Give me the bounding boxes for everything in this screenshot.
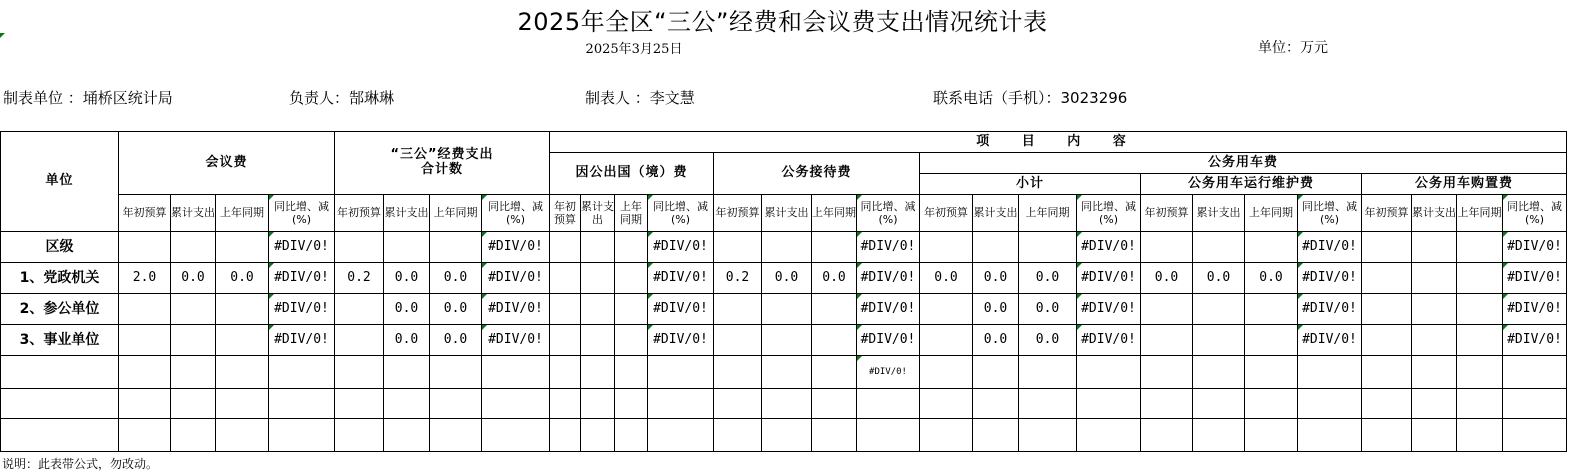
- table-cell[interactable]: [171, 356, 216, 389]
- subheader-cumulative: 累计支出: [1193, 195, 1245, 232]
- meeting-fee-header: 会议费: [119, 132, 335, 195]
- table-cell[interactable]: [581, 389, 615, 419]
- table-cell[interactable]: [430, 389, 482, 419]
- table-cell[interactable]: [1141, 419, 1193, 452]
- table-cell[interactable]: [762, 389, 812, 419]
- table-cell[interactable]: [216, 325, 269, 356]
- table-cell[interactable]: [812, 389, 857, 419]
- row-label[interactable]: [1, 389, 119, 419]
- table-cell[interactable]: [1412, 389, 1457, 419]
- subheader-budget: 年初预算: [1141, 195, 1193, 232]
- table-row: [1, 356, 1567, 389]
- table-cell[interactable]: [216, 232, 269, 263]
- org-field: [3, 87, 173, 108]
- table-cell[interactable]: [119, 294, 171, 325]
- car-buy-header: 公务用车购置费: [1362, 174, 1567, 195]
- table-cell[interactable]: [1141, 294, 1193, 325]
- table-cell[interactable]: [1362, 419, 1412, 452]
- table-cell[interactable]: [973, 356, 1019, 389]
- table-cell[interactable]: [1141, 232, 1193, 263]
- table-cell[interactable]: #DIV/0!: [482, 294, 550, 325]
- table-cell[interactable]: #DIV/0!: [857, 356, 920, 389]
- subheader-yoy: 同比增、减(%): [857, 195, 920, 232]
- table-cell[interactable]: [1362, 232, 1412, 263]
- table-cell[interactable]: [615, 325, 648, 356]
- table-cell[interactable]: [1077, 419, 1141, 452]
- subheader-yoy: 同比增、减(%): [1298, 195, 1362, 232]
- table-cell[interactable]: [1412, 263, 1457, 294]
- table-cell[interactable]: [1457, 263, 1503, 294]
- table-cell[interactable]: [1298, 419, 1362, 452]
- table-cell[interactable]: [119, 325, 171, 356]
- table-cell[interactable]: #DIV/0!: [1503, 263, 1567, 294]
- car-subtotal-header: 小计: [920, 174, 1141, 195]
- table-cell[interactable]: #DIV/0!: [1503, 232, 1567, 263]
- table-cell[interactable]: [615, 389, 648, 419]
- subheader-last-year: 上年同期: [812, 195, 857, 232]
- table-cell[interactable]: [119, 419, 171, 452]
- table-cell[interactable]: [762, 294, 812, 325]
- table-cell[interactable]: [648, 389, 714, 419]
- subheader-budget: 年初预算: [335, 195, 384, 232]
- sangong-total-header: [335, 132, 550, 195]
- table-cell[interactable]: [1457, 232, 1503, 263]
- table-cell[interactable]: [430, 419, 482, 452]
- table-cell[interactable]: [119, 356, 171, 389]
- table-cell[interactable]: [857, 389, 920, 419]
- table-cell[interactable]: [762, 232, 812, 263]
- table-cell[interactable]: 0.0: [1019, 294, 1077, 325]
- table-cell[interactable]: [648, 419, 714, 452]
- row-label[interactable]: [1, 419, 119, 452]
- table-cell[interactable]: [550, 356, 581, 389]
- table-cell[interactable]: #DIV/0!: [482, 263, 550, 294]
- table-cell[interactable]: [714, 356, 762, 389]
- table-cell[interactable]: 0.0: [1245, 263, 1298, 294]
- table-cell[interactable]: #DIV/0!: [648, 294, 714, 325]
- table-cell[interactable]: [1245, 232, 1298, 263]
- table-cell[interactable]: [119, 232, 171, 263]
- table-cell[interactable]: 0.0: [762, 263, 812, 294]
- table-cell[interactable]: [714, 419, 762, 452]
- table-cell[interactable]: 0.0: [973, 325, 1019, 356]
- subheader-budget: 年初预算: [920, 195, 973, 232]
- table-cell[interactable]: [482, 389, 550, 419]
- table-cell[interactable]: [1412, 356, 1457, 389]
- table-cell[interactable]: [1503, 419, 1567, 452]
- car-run-header: 公务用车运行维护费: [1141, 174, 1362, 195]
- subheader-cumulative: 累计支出: [973, 195, 1019, 232]
- table-cell[interactable]: 0.2: [335, 263, 384, 294]
- row-label[interactable]: 区级: [1, 232, 119, 263]
- table-cell[interactable]: [430, 356, 482, 389]
- head-value: 郜琳琳: [349, 89, 395, 107]
- table-cell[interactable]: [812, 419, 857, 452]
- abroad-fee-header: 因公出国（境）费: [550, 153, 714, 195]
- row-label[interactable]: 2、参公单位: [1, 294, 119, 325]
- table-cell[interactable]: #DIV/0!: [1077, 294, 1141, 325]
- table-cell[interactable]: [1019, 356, 1077, 389]
- row-label[interactable]: 3、事业单位: [1, 325, 119, 356]
- table-cell[interactable]: [1193, 419, 1245, 452]
- table-cell[interactable]: [430, 232, 482, 263]
- unit-column-header: 单位: [1, 132, 119, 232]
- table-cell[interactable]: #DIV/0!: [857, 325, 920, 356]
- project-content-header: 项 目 内 容: [550, 132, 1567, 153]
- table-cell[interactable]: [920, 294, 973, 325]
- table-cell[interactable]: #DIV/0!: [482, 232, 550, 263]
- table-cell[interactable]: [482, 419, 550, 452]
- table-cell[interactable]: [335, 419, 384, 452]
- phone-field: [933, 87, 1127, 108]
- table-cell[interactable]: #DIV/0!: [857, 232, 920, 263]
- table-cell[interactable]: [714, 389, 762, 419]
- table-cell[interactable]: 0.0: [1193, 263, 1245, 294]
- subheader-cumulative: 累计支出: [1412, 195, 1457, 232]
- table-cell[interactable]: [1245, 294, 1298, 325]
- table-row: [1, 232, 1567, 263]
- table-cell[interactable]: [216, 389, 269, 419]
- table-cell[interactable]: [1457, 419, 1503, 452]
- table-cell[interactable]: [171, 325, 216, 356]
- unit-label: 单位：万元: [1258, 40, 1328, 56]
- table-cell[interactable]: [171, 232, 216, 263]
- table-cell[interactable]: [581, 232, 615, 263]
- table-cell[interactable]: #DIV/0!: [1298, 294, 1362, 325]
- table-cell[interactable]: [384, 232, 430, 263]
- table-cell[interactable]: [335, 356, 384, 389]
- table-cell[interactable]: #DIV/0!: [269, 263, 335, 294]
- table-cell[interactable]: [581, 356, 615, 389]
- table-row: [1, 325, 1567, 356]
- table-row: [1, 294, 1567, 325]
- table-row: [1, 419, 1567, 452]
- table-cell[interactable]: [920, 389, 973, 419]
- table-cell[interactable]: [1362, 389, 1412, 419]
- table-cell[interactable]: [1503, 356, 1567, 389]
- table-cell[interactable]: [1412, 325, 1457, 356]
- table-cell[interactable]: [762, 356, 812, 389]
- table-cell[interactable]: [615, 232, 648, 263]
- table-cell[interactable]: [762, 419, 812, 452]
- table-cell[interactable]: 0.0: [812, 263, 857, 294]
- table-cell[interactable]: [171, 294, 216, 325]
- table-cell[interactable]: [1077, 356, 1141, 389]
- table-cell[interactable]: #DIV/0!: [1077, 325, 1141, 356]
- table-cell[interactable]: [1245, 325, 1298, 356]
- table-cell[interactable]: [1077, 389, 1141, 419]
- org-value: 埇桥区统计局: [82, 89, 173, 107]
- subheader-yoy: 同比增、减(%): [1077, 195, 1141, 232]
- table-cell[interactable]: [714, 294, 762, 325]
- subheader-cumulative: 累计支出: [581, 195, 615, 232]
- maker-label: 制表人 ：: [585, 89, 650, 107]
- table-cell[interactable]: [1457, 389, 1503, 419]
- table-row: [1, 263, 1567, 294]
- table-cell[interactable]: [1503, 389, 1567, 419]
- table-cell[interactable]: #DIV/0!: [1503, 325, 1567, 356]
- subheader-yoy: 同比增、减(%): [648, 195, 714, 232]
- subheader-cumulative: 累计支出: [384, 195, 430, 232]
- table-cell[interactable]: 0.0: [1019, 325, 1077, 356]
- statistics-table: [0, 131, 1567, 452]
- table-cell[interactable]: [973, 389, 1019, 419]
- sangong-header-line2: 合计数: [420, 162, 463, 177]
- table-cell[interactable]: [335, 325, 384, 356]
- table-cell[interactable]: 0.0: [171, 263, 216, 294]
- table-cell[interactable]: #DIV/0!: [648, 232, 714, 263]
- subheader-yoy: 同比增、减(%): [482, 195, 550, 232]
- table-cell[interactable]: [384, 389, 430, 419]
- table-cell[interactable]: [550, 419, 581, 452]
- table-cell[interactable]: #DIV/0!: [648, 325, 714, 356]
- table-cell[interactable]: [1019, 389, 1077, 419]
- table-cell[interactable]: [1141, 325, 1193, 356]
- subheader-budget: 年初预算: [119, 195, 171, 232]
- table-cell[interactable]: #DIV/0!: [857, 294, 920, 325]
- table-cell[interactable]: [269, 389, 335, 419]
- table-cell[interactable]: [1141, 356, 1193, 389]
- table-cell[interactable]: #DIV/0!: [482, 325, 550, 356]
- table-cell[interactable]: [973, 419, 1019, 452]
- table-cell[interactable]: [973, 232, 1019, 263]
- table-cell[interactable]: [216, 294, 269, 325]
- table-cell[interactable]: 0.0: [216, 263, 269, 294]
- table-cell[interactable]: [384, 419, 430, 452]
- row-label[interactable]: [1, 356, 119, 389]
- table-cell[interactable]: [550, 389, 581, 419]
- table-cell[interactable]: [581, 294, 615, 325]
- table-cell[interactable]: 0.0: [430, 294, 482, 325]
- table-cell[interactable]: [1457, 294, 1503, 325]
- table-cell[interactable]: [920, 232, 973, 263]
- table-cell[interactable]: [1193, 389, 1245, 419]
- table-cell[interactable]: #DIV/0!: [1298, 325, 1362, 356]
- table-cell[interactable]: [812, 294, 857, 325]
- subheader-last-year: 上年同期: [615, 195, 648, 232]
- table-cell[interactable]: [1019, 232, 1077, 263]
- org-label: 制表单位 ：: [3, 89, 83, 107]
- table-cell[interactable]: #DIV/0!: [648, 263, 714, 294]
- maker-field: [585, 87, 695, 108]
- table-cell[interactable]: 0.0: [973, 263, 1019, 294]
- table-cell[interactable]: [550, 263, 581, 294]
- table-cell[interactable]: #DIV/0!: [1077, 232, 1141, 263]
- table-cell[interactable]: 0.0: [430, 325, 482, 356]
- table-cell[interactable]: 0.0: [384, 325, 430, 356]
- footer-note: 说明：此表带公式，勿改动。: [2, 457, 159, 471]
- table-cell[interactable]: 0.0: [973, 294, 1019, 325]
- table-cell[interactable]: 0.0: [430, 263, 482, 294]
- table-cell[interactable]: [269, 356, 335, 389]
- formula-marker: [0, 33, 5, 38]
- table-cell[interactable]: [1412, 232, 1457, 263]
- table-cell[interactable]: [920, 325, 973, 356]
- table-cell[interactable]: [1457, 356, 1503, 389]
- table-cell[interactable]: [1245, 389, 1298, 419]
- table-cell[interactable]: [920, 356, 973, 389]
- table-cell[interactable]: [1412, 294, 1457, 325]
- table-cell[interactable]: [1298, 389, 1362, 419]
- subheader-last-year: 上年同期: [1245, 195, 1298, 232]
- table-cell[interactable]: [550, 325, 581, 356]
- report-date: 2025年3月25日: [585, 42, 683, 57]
- table-row: [1, 389, 1567, 419]
- table-cell[interactable]: [482, 356, 550, 389]
- table-cell[interactable]: [216, 356, 269, 389]
- table-cell[interactable]: [615, 356, 648, 389]
- subheader-budget: 年初预算: [714, 195, 762, 232]
- table-cell[interactable]: [1019, 419, 1077, 452]
- head-label: 负责人：: [289, 89, 350, 107]
- subheader-last-year: 上年同期: [430, 195, 482, 232]
- table-cell[interactable]: [1193, 294, 1245, 325]
- subheader-last-year: 上年同期: [1457, 195, 1503, 232]
- table-cell[interactable]: [119, 389, 171, 419]
- table-cell[interactable]: [1362, 325, 1412, 356]
- table-cell[interactable]: [714, 325, 762, 356]
- table-cell[interactable]: #DIV/0!: [1298, 232, 1362, 263]
- table-cell[interactable]: [1412, 419, 1457, 452]
- subheader-cumulative: 累计支出: [762, 195, 812, 232]
- table-cell[interactable]: [812, 232, 857, 263]
- table-cell[interactable]: [812, 325, 857, 356]
- table-cell[interactable]: [615, 263, 648, 294]
- table-cell[interactable]: [550, 232, 581, 263]
- table-cell[interactable]: [1362, 294, 1412, 325]
- table-cell[interactable]: [581, 325, 615, 356]
- table-cell[interactable]: 0.2: [714, 263, 762, 294]
- table-cell[interactable]: [1298, 356, 1362, 389]
- page-title: 2025年全区“三公”经费和会议费支出情况统计表: [517, 8, 1048, 36]
- phone-label: 联系电话（手机）：: [933, 89, 1061, 107]
- table-cell[interactable]: [615, 294, 648, 325]
- table-cell[interactable]: [1193, 356, 1245, 389]
- table-cell[interactable]: [1362, 263, 1412, 294]
- maker-value: 李文慧: [649, 89, 695, 107]
- table-cell[interactable]: 0.0: [1141, 263, 1193, 294]
- subheader-budget: 年初预算: [1362, 195, 1412, 232]
- table-cell[interactable]: [648, 356, 714, 389]
- table-cell[interactable]: #DIV/0!: [269, 325, 335, 356]
- table-cell[interactable]: 2.0: [119, 263, 171, 294]
- table-cell[interactable]: [335, 232, 384, 263]
- table-cell[interactable]: [1193, 325, 1245, 356]
- table-cell[interactable]: 0.0: [920, 263, 973, 294]
- subheader-last-year: 上年同期: [1019, 195, 1077, 232]
- car-fee-header: 公务用车费: [920, 153, 1567, 174]
- subheader-budget: 年初预算: [550, 195, 581, 232]
- table-cell[interactable]: [335, 294, 384, 325]
- table-cell[interactable]: [762, 325, 812, 356]
- table-cell[interactable]: [714, 232, 762, 263]
- table-cell[interactable]: [216, 419, 269, 452]
- table-cell[interactable]: [1193, 232, 1245, 263]
- table-cell[interactable]: 0.0: [1019, 263, 1077, 294]
- subheader-last-year: 上年同期: [216, 195, 269, 232]
- table-cell[interactable]: [581, 419, 615, 452]
- table-cell[interactable]: 0.0: [384, 263, 430, 294]
- table-cell[interactable]: [269, 419, 335, 452]
- table-cell[interactable]: #DIV/0!: [269, 232, 335, 263]
- sangong-header-line1: “三公”经费支出: [390, 147, 494, 163]
- table-cell[interactable]: [171, 419, 216, 452]
- table-cell[interactable]: #DIV/0!: [1298, 263, 1362, 294]
- reception-fee-header: 公务接待费: [714, 153, 920, 195]
- table-cell[interactable]: [812, 356, 857, 389]
- table-cell[interactable]: [920, 419, 973, 452]
- subheader-yoy: 同比增、减(%): [1503, 195, 1567, 232]
- table-cell[interactable]: #DIV/0!: [1503, 294, 1567, 325]
- table-cell[interactable]: [857, 419, 920, 452]
- table-cell[interactable]: [550, 294, 581, 325]
- table-cell[interactable]: [581, 263, 615, 294]
- row-label[interactable]: 1、党政机关: [1, 263, 119, 294]
- table-cell[interactable]: [1141, 389, 1193, 419]
- head-field: [289, 87, 394, 108]
- table-cell[interactable]: [1362, 356, 1412, 389]
- table-cell[interactable]: [1457, 325, 1503, 356]
- table-cell[interactable]: 0.0: [384, 294, 430, 325]
- table-cell[interactable]: [335, 389, 384, 419]
- table-cell[interactable]: #DIV/0!: [857, 263, 920, 294]
- table-cell[interactable]: [1245, 356, 1298, 389]
- table-cell[interactable]: [384, 356, 430, 389]
- subheader-yoy: 同比增、减(%): [269, 195, 335, 232]
- phone-value: 3023296: [1060, 89, 1128, 107]
- subheader-cumulative: 累计支出: [171, 195, 216, 232]
- table-cell[interactable]: [1245, 419, 1298, 452]
- table-cell[interactable]: [171, 389, 216, 419]
- table-cell[interactable]: [615, 419, 648, 452]
- table-cell[interactable]: #DIV/0!: [1077, 263, 1141, 294]
- table-cell[interactable]: #DIV/0!: [269, 294, 335, 325]
